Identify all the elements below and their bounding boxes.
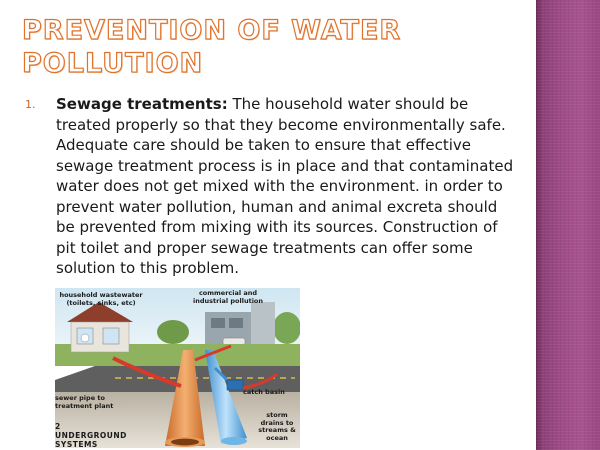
label-underground-systems: 2 UNDERGROUND SYSTEMS [55, 422, 127, 449]
slide-title: PREVENTION OF WATER POLLUTION [22, 15, 402, 79]
label-catch-basin: catch basin [243, 388, 285, 396]
bullet-body: The household water should be treated properly so that they become environmentally safe. Adequate care should be taken to ensure that effective sewage treatment process is in place and that contaminated water does not get mixed with the environment. in order to prevent water pollution, human and animal excreta should be prevented from mixing with its sources. Construction of pit toilet and proper sewage treatments can offer some solution to this problem. [56, 95, 514, 277]
label-sewer-pipe: sewer pipe to treatment plant [55, 394, 114, 410]
label-storm-drains: storm drains to streams & ocean [258, 411, 296, 442]
label-industrial-pollution: commercial and industrial pollution [192, 289, 264, 305]
tree [157, 320, 189, 344]
bullet-text [56, 94, 518, 279]
bullet-number: 1. [25, 98, 36, 111]
tree [273, 312, 300, 344]
catch-basin [227, 380, 243, 390]
decorative-side-bar [536, 0, 600, 450]
sewage-systems-illustration [55, 288, 300, 448]
bullet-heading: Sewage treatments: [56, 95, 228, 113]
car [223, 338, 245, 345]
label-household-wastewater: household wastewater (toilets, sinks, etc) [59, 291, 143, 307]
